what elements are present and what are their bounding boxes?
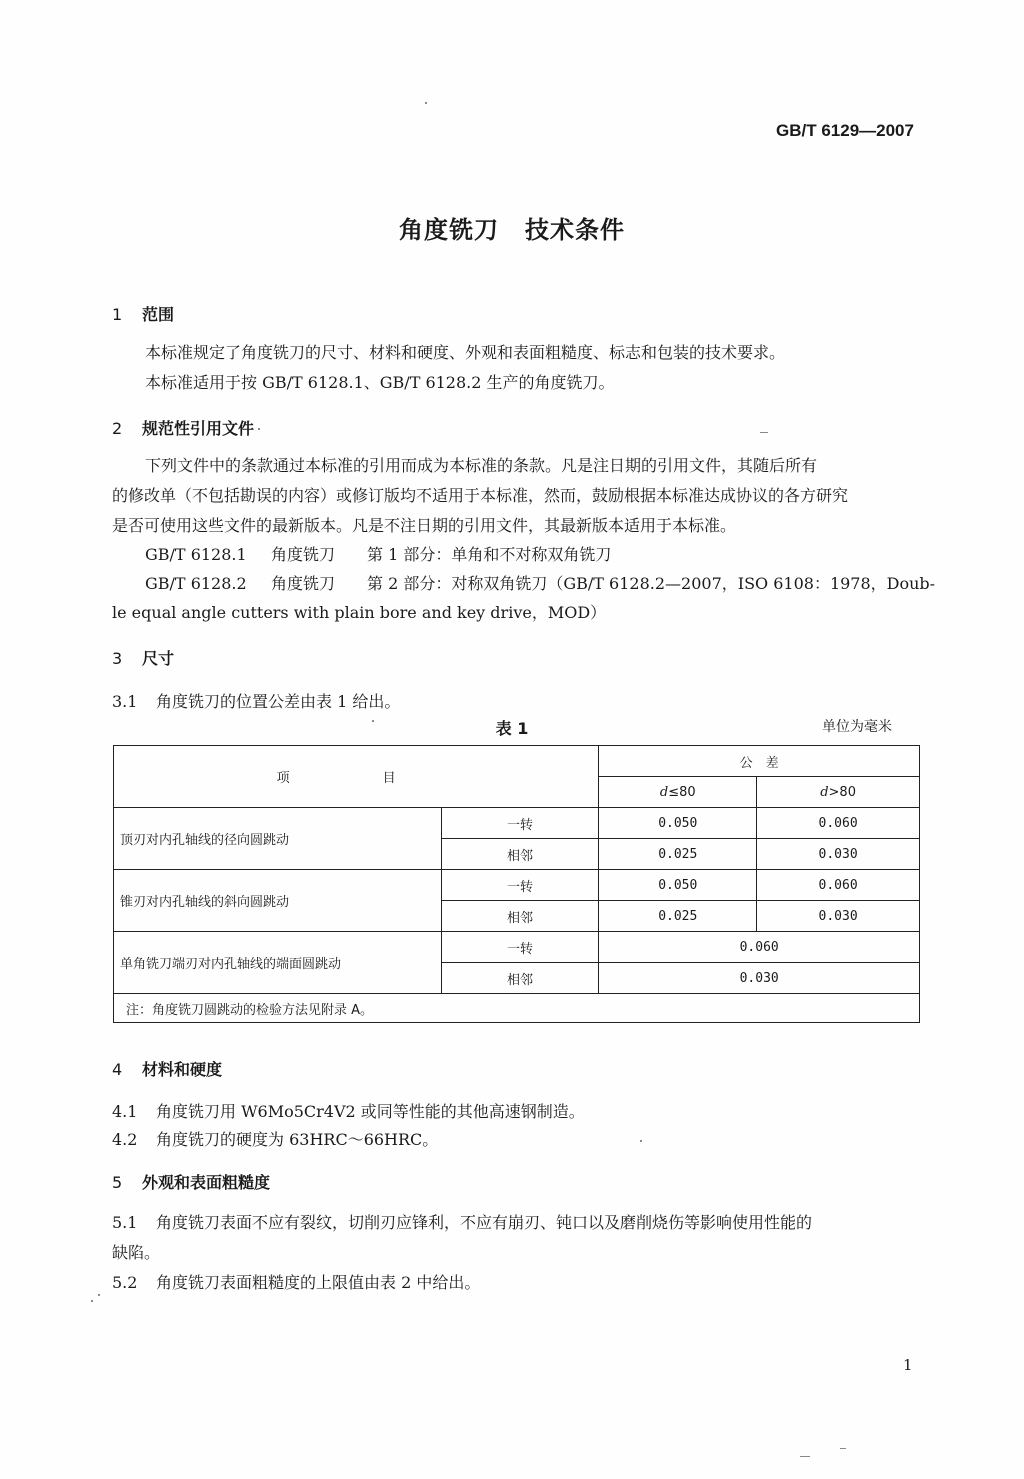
header-tolerance: 公 差 — [739, 755, 779, 771]
header-d-le-80 — [599, 777, 757, 808]
clause-text: 角度铣刀表面不应有裂纹，切削刃应锋利，不应有崩刃、钝口以及磨削烧伤等影响使用性能的 — [156, 1213, 813, 1232]
section-title: 材料和硬度 — [142, 1060, 223, 1079]
clause-5-2 — [112, 1270, 480, 1293]
item-cell: 单角铣刀端刃对内孔轴线的端面圆跳动 — [114, 932, 442, 994]
section-number: 4 — [112, 1060, 123, 1079]
table-row — [114, 870, 920, 901]
title-part-1: 角度铣刀 — [399, 216, 499, 244]
table-row — [114, 808, 920, 839]
reference-code: GB/T 6128.1 — [145, 545, 247, 564]
table-row — [114, 932, 920, 963]
subitem-cell: 一转 — [441, 870, 599, 901]
clause-number: 4.2 — [112, 1130, 138, 1149]
standard-number: GB/T 6129—2007 — [776, 121, 914, 140]
value-cell: 0.050 — [599, 870, 757, 901]
subitem-cell: 相邻 — [441, 963, 599, 994]
scan-mark — [800, 1456, 810, 1457]
clause-text: 角度铣刀的位置公差由表 1 给出。 — [156, 692, 401, 711]
reference-name: 角度铣刀 — [271, 574, 336, 593]
clause-number: 4.1 — [112, 1102, 138, 1121]
value-cell: 0.030 — [757, 901, 920, 932]
reference-2 — [145, 568, 935, 600]
scan-speck — [640, 1140, 642, 1142]
subitem-cell: 一转 — [441, 808, 599, 839]
clause-text: 角度铣刀的硬度为 63HRC～66HRC。 — [156, 1130, 439, 1149]
value-cell: 0.030 — [757, 839, 920, 870]
clause-4-2 — [112, 1127, 438, 1150]
value-cell: 0.030 — [599, 963, 920, 994]
tolerance-table — [113, 745, 920, 1023]
item-cell: 顶刃对内孔轴线的径向圆跳动 — [114, 808, 442, 870]
scan-speck — [425, 102, 427, 104]
header-item-cell — [114, 746, 599, 808]
d-condition: ≤80 — [668, 784, 696, 800]
value-cell: 0.050 — [599, 808, 757, 839]
d-condition: >80 — [828, 784, 856, 800]
scan-speck — [98, 1294, 100, 1296]
value-cell: 0.060 — [757, 870, 920, 901]
clause-number: 3.1 — [112, 692, 138, 711]
clause-number: 5.1 — [112, 1213, 138, 1232]
section-title: 尺寸 — [142, 649, 175, 668]
clause-number: 5.2 — [112, 1273, 138, 1292]
clause-text: 角度铣刀表面粗糙度的上限值由表 2 中给出。 — [156, 1273, 481, 1292]
table-1-unit: 单位为毫米 — [822, 719, 892, 735]
section-2-para-line-3: 是否可使用这些文件的最新版本。凡是不注日期的引用文件，其最新版本适用于本标准。 — [112, 516, 737, 535]
reference-2-continued: le equal angle cutters with plain bore and key drive，MOD） — [112, 603, 607, 622]
reference-code: GB/T 6128.2 — [145, 574, 247, 593]
section-1-paragraph-1: 本标准规定了角度铣刀的尺寸、材料和硬度、外观和表面粗糙度、标志和包装的技术要求。 — [145, 343, 786, 362]
header-tolerance-cell — [599, 746, 920, 777]
header-d-gt-80 — [757, 777, 920, 808]
section-2-para-line-1: 下列文件中的条款通过本标准的引用而成为本标准的条款。凡是注日期的引用文件，其随后所有 — [145, 456, 818, 475]
section-2-para-line-2: 的修改单（不包括勘误的内容）或修订版均不适用于本标准，然而，鼓励根据本标准达成协议的各方研究 — [112, 486, 849, 505]
section-number: 3 — [112, 649, 123, 668]
clause-5-1 — [112, 1210, 812, 1233]
reference-text: 第 2 部分：对称双角铣刀（GB/T 6128.2—2007，ISO 6108：1978，Doub- — [367, 574, 936, 593]
subitem-cell: 相邻 — [441, 901, 599, 932]
value-cell: 0.060 — [757, 808, 920, 839]
subitem-cell: 相邻 — [441, 839, 599, 870]
clause-4-1 — [112, 1099, 585, 1122]
section-2-heading — [112, 416, 254, 439]
scan-speck — [91, 1300, 93, 1302]
section-title: 范围 — [142, 305, 175, 324]
var-d: d — [820, 784, 829, 800]
page-number: 1 — [903, 1356, 913, 1374]
table-note-row — [114, 994, 920, 1023]
table-header-row — [114, 746, 920, 777]
section-4-heading — [112, 1057, 222, 1080]
reference-1 — [145, 539, 611, 571]
header-item: 项 目 — [276, 771, 436, 786]
subitem-cell: 一转 — [441, 932, 599, 963]
section-number: 1 — [112, 305, 123, 324]
value-cell: 0.025 — [599, 901, 757, 932]
table-1-caption: 表 1 — [495, 719, 529, 738]
clause-text: 角度铣刀用 W6Mo5Cr4V2 或同等性能的其他高速钢制造。 — [156, 1102, 585, 1121]
scan-mark — [840, 1448, 846, 1449]
section-number: 2 — [112, 419, 123, 438]
section-3-heading — [112, 646, 174, 669]
table-note: 注：角度铣刀圆跳动的检验方法见附录 A。 — [114, 994, 920, 1023]
section-title: 外观和表面粗糙度 — [142, 1173, 271, 1192]
section-1-heading — [112, 302, 174, 325]
reference-text: 第 1 部分：单角和不对称双角铣刀 — [367, 545, 612, 564]
clause-3-1 — [112, 689, 400, 712]
value-cell: 0.060 — [599, 932, 920, 963]
scan-speck — [372, 720, 374, 722]
section-5-heading — [112, 1170, 270, 1193]
scan-speck — [258, 428, 260, 430]
var-d: d — [659, 784, 669, 800]
document-title — [0, 210, 1024, 245]
scan-mark — [760, 432, 768, 433]
reference-name: 角度铣刀 — [271, 545, 336, 564]
value-cell: 0.025 — [599, 839, 757, 870]
section-title: 规范性引用文件 — [142, 419, 255, 438]
section-number: 5 — [112, 1173, 123, 1192]
item-cell: 锥刃对内孔轴线的斜向圆跳动 — [114, 870, 442, 932]
title-part-2: 技术条件 — [525, 216, 625, 244]
section-1-paragraph-2: 本标准适用于按 GB/T 6128.1、GB/T 6128.2 生产的角度铣刀。 — [145, 373, 615, 392]
clause-5-1-continued: 缺陷。 — [112, 1243, 161, 1262]
